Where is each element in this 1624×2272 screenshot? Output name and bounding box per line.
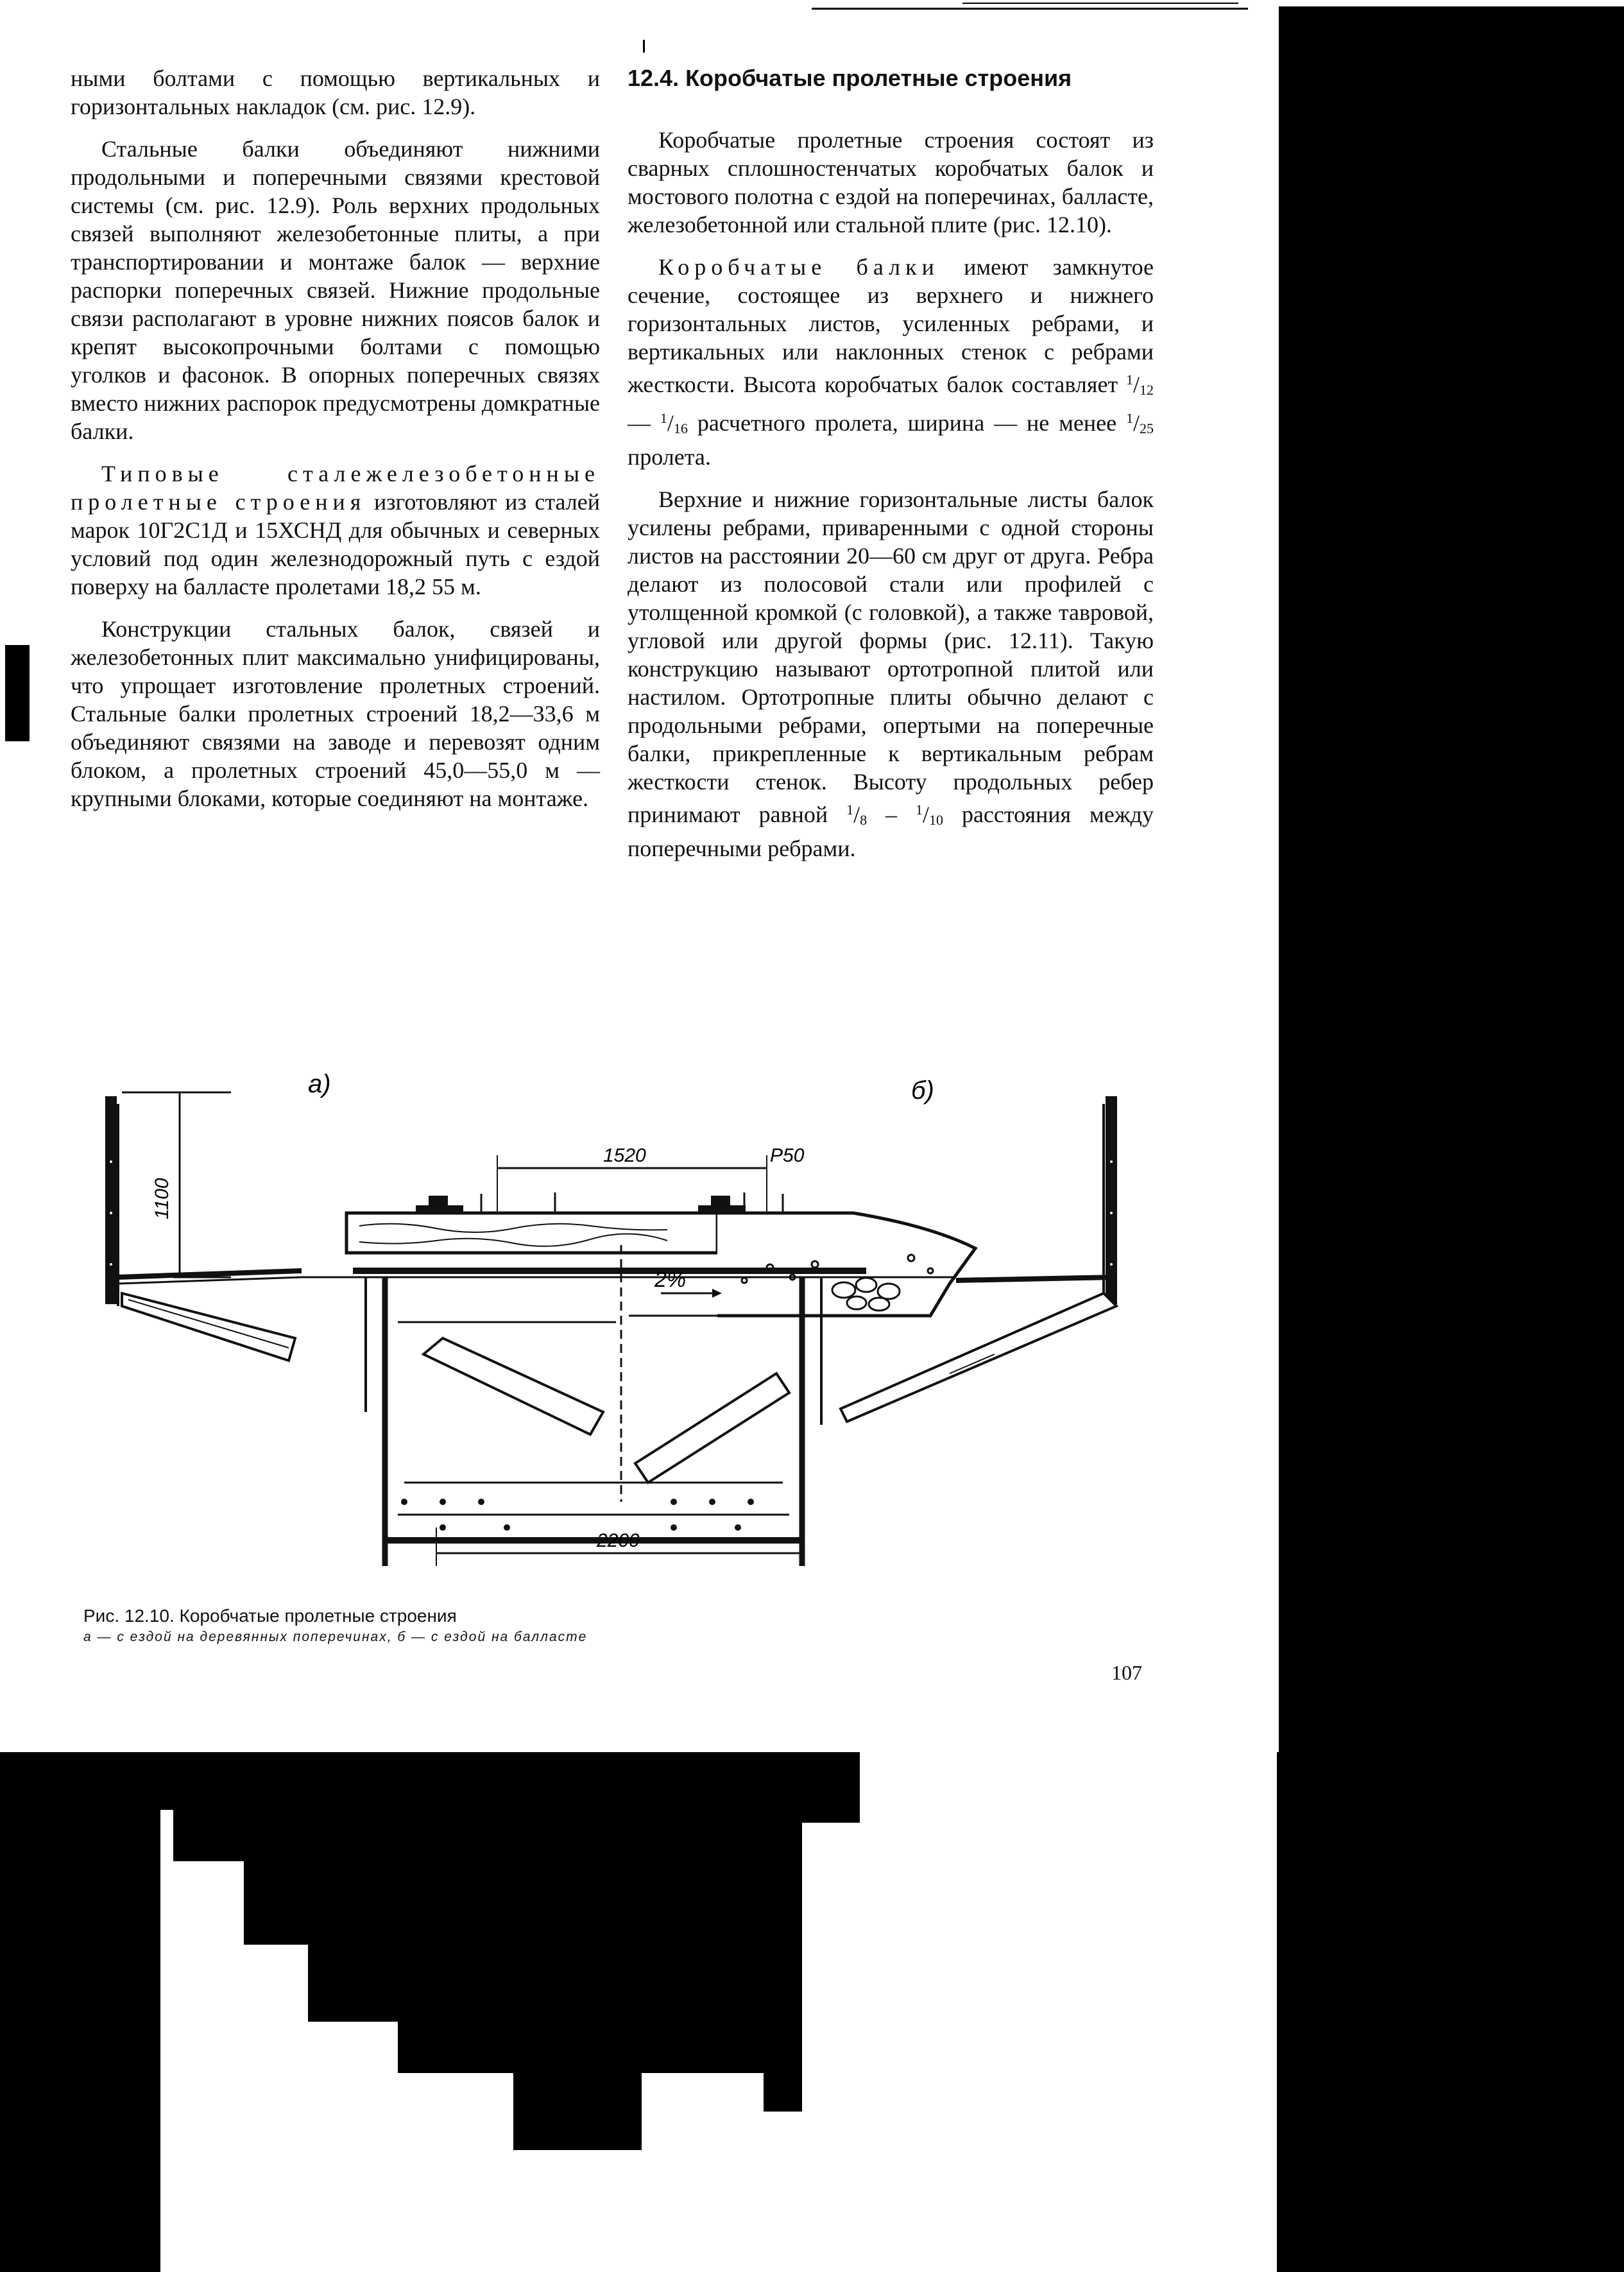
left-paragraph-1: ными болтами с помощью вертикальных и горизонтальных накладок (см. рис. 12.9). <box>71 65 600 119</box>
left-paragraph-3 <box>71 460 600 601</box>
right-column <box>628 64 1154 877</box>
spaced-term-typical-spans: Типовые сталежелезобетонные пролетные строения <box>71 461 600 515</box>
fraction-denominator: 25 <box>1140 420 1154 436</box>
diagonal-strut-right <box>635 1373 789 1483</box>
right-paragraph-3-start: Верхние и нижние горизонтальные листы балок усилены ребрами, приваренными с одной стороны листов на расстоянии 20—60 см друг от друга. Ребра делают из полосовой стали или профилей с утолщенной кромкой (с головкой), а также тавровой, угловой или другой формы (рис. 12.11). Такую конструкцию называют ортотропной плитой или настилом. Ортотропные плиты обычно делают с продольными ребрами, опертыми на поперечные балки, прикрепленные к вертикальным ребрам жесткости стенок. Высоту продольных ребер принимают равной <box>628 486 1154 827</box>
left-sidewalk-deck <box>118 1271 302 1277</box>
fraction-dash: — <box>628 410 660 436</box>
fraction-numerator: 1 <box>1126 410 1133 426</box>
figure-caption <box>83 1605 1161 1647</box>
left-column <box>71 64 600 827</box>
right-paragraph-2-rest: имеют замкнутое сечение, состоящее из верхнего и нижнего горизонтальных листов, усиленных ребрами, и вертикальных или наклонных стенок с ребрами жесткости. Высота коробчатых балок составляет <box>628 254 1154 397</box>
left-paragraph-3-rest: изготовляют из сталей марок 10Г2С1Д и 15ХСНД для обычных и северных условий под один железнодорожный путь с ездой поверху на балласте пролетами 18,2 55 м. <box>71 489 600 599</box>
right-paragraph-1: Коробчатые пролетные строения состоят из сварных сплошностенчатых коробчатых балок и мостового полотна с ездой на поперечинах, балласте, железобетонной или стальной плите (рис. 12.10). <box>628 127 1154 237</box>
section-title: 12.4. Коробчатые пролетные строения <box>628 65 1072 91</box>
dimension-gauge-label: 1520 <box>603 1145 646 1166</box>
ballast-trough <box>717 1213 975 1316</box>
caption-legend: а — с ездой на деревянных поперечинах, б — с ездой на балласте <box>83 1630 588 1644</box>
figure-label-b: б) <box>911 1076 934 1105</box>
rail-right <box>699 1197 744 1213</box>
right-paragraph-2-end: пролета. <box>628 444 711 470</box>
caption-title: Рис. 12.10. Коробчатые пролетные строения <box>83 1606 457 1626</box>
figure-box-girder-cross-section <box>96 1053 1149 1566</box>
right-paragraph-2-mid: расчетного пролета, ширина — не менее <box>687 410 1126 436</box>
dimension-width-label: 2200 <box>597 1530 640 1551</box>
page-number: 107 <box>1111 1661 1142 1684</box>
scan-tick-mark <box>643 40 645 53</box>
scan-black-region <box>0 1752 1624 2272</box>
fraction-denominator: 8 <box>860 812 868 828</box>
figure-label-a: а) <box>308 1070 331 1098</box>
right-railing-post <box>1107 1097 1116 1303</box>
fraction-numerator: 1 <box>846 802 854 818</box>
top-rule-2 <box>962 3 1238 4</box>
fraction-numerator: 1 <box>660 410 667 426</box>
fraction-dash: – <box>867 802 916 827</box>
left-railing-post <box>107 1097 115 1303</box>
fraction-numerator: 1 <box>916 802 923 818</box>
right-paragraph-2: Коробчатые балки имеют замкнутое сечение, состоящее из верхнего и нижнего горизонтальных листов, усиленных ребрами, и вертикальных или наклонных стенок с ребрами жесткости. Высота коробчатых балок составляет $^1/_{12}$ — $^1/_{16}$ расчетного пролета, ширина — не менее $^1/_{25}$ пролета. <box>628 254 1154 470</box>
fraction-denominator: 16 <box>673 420 688 436</box>
left-paragraph-4: Конструкции стальных балок, связей и железобетонных плит максимально унифицированы, что упрощает изготовление пролетных строений. Стальные балки пролетных строений 18,2—33,6 м объединяют связями на заводе и перевозят одним блоком, а пролетных строений 45,0—55,0 м — крупными блоками, которые соединяют на монтаже. <box>71 616 600 811</box>
slope-label: 2% <box>654 1268 687 1292</box>
right-sidewalk-deck <box>956 1277 1116 1280</box>
right-paragraph-3: Верхние и нижние горизонтальные листы балок усилены ребрами, приваренными с одной стороны листов на расстоянии 20—60 см друг от друга. Ребра делают из полосовой стали или профилей с утолщенной кромкой (с головкой), а также тавровой, угловой или другой формы (рис. 12.11). Такую конструкцию называют ортотропной плитой или настилом. Ортотропные плиты обычно делают с продольными ребрами, опертыми на поперечные балки, прикрепленные к вертикальным ребрам жесткости стенок. Высоту продольных ребер принимают равной $^1/_8 - ^1/_{10}$ расстояния между поперечными ребрами. <box>628 486 1154 861</box>
diagonal-strut-left <box>423 1338 603 1434</box>
fraction-denominator: 10 <box>929 812 944 828</box>
fraction-numerator: 1 <box>1125 372 1133 388</box>
timber-sleeper <box>346 1213 717 1253</box>
fraction-denominator: 12 <box>1140 382 1154 398</box>
dimension-height-label: 1100 <box>151 1178 173 1219</box>
left-paragraph-2: Стальные балки объединяют нижними продольными и поперечными связями крестовой системы (см. рис. 12.9). Роль верхних продольных связей выполняют железобетонные плиты, а при транспортировании и монтаже балок — верхние распорки поперечных связей. Нижние продольные связи располагают в уровне нижних поясов балок и крепят высокопрочными болтами с помощью уголков и фасонок. В опорных поперечных связях вместо нижних распорок предусмотрены домкратные балки. <box>71 136 601 444</box>
rail-type-label: Р50 <box>770 1145 805 1166</box>
top-rule <box>812 8 1248 10</box>
rail-left <box>417 1197 462 1213</box>
spaced-term-box-girders: Коробчатые балки <box>658 254 939 280</box>
right-paragraph-3-end: расстояния между поперечными ребрами. <box>628 802 1154 861</box>
scan-left-edge-mark <box>5 645 30 741</box>
left-bracket-strut <box>122 1293 295 1361</box>
